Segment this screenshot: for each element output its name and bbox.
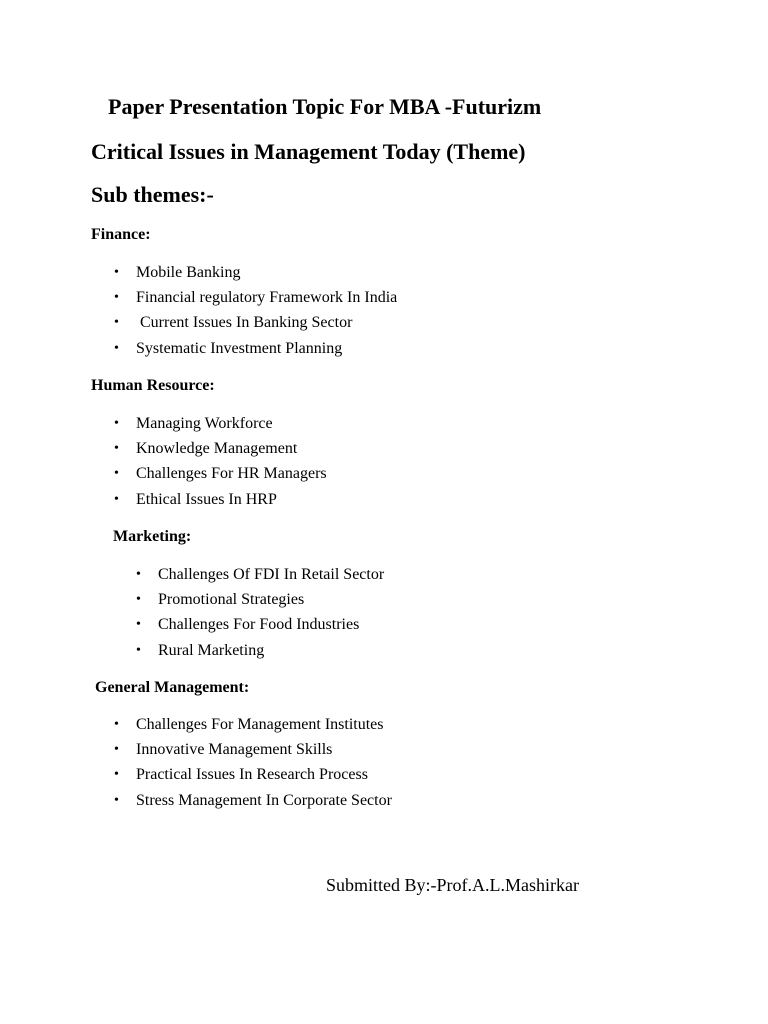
list-item-text: Systematic Investment Planning — [136, 339, 343, 357]
list-item — [114, 788, 392, 813]
list-item-text: Mobile Banking — [136, 264, 241, 281]
bullet-icon: • — [114, 717, 119, 732]
list-item — [114, 762, 392, 787]
list-item — [114, 336, 397, 361]
signature-line: Submitted By:-Prof.A.L.Mashirkar — [326, 875, 579, 895]
section-heading-finance: Finance: — [91, 226, 151, 243]
bullet-icon: • — [136, 642, 141, 658]
list-item — [114, 436, 327, 461]
list-item — [136, 587, 384, 612]
list-item-text: Managing Workforce — [136, 415, 273, 432]
subthemes-label: Sub themes:- — [91, 182, 214, 207]
list-item-text: Challenges Of FDI In Retail Sector — [158, 566, 385, 583]
list-item — [114, 737, 392, 762]
list-item — [114, 487, 327, 512]
section-heading-human-resource: Human Resource: — [91, 377, 215, 394]
list-item — [136, 562, 385, 587]
bullet-icon: • — [114, 792, 119, 808]
bullet-icon: • — [136, 592, 141, 608]
bullet-icon: • — [114, 767, 119, 783]
document-title: Paper Presentation Topic For MBA -Futurizm — [108, 94, 542, 119]
list-item-text: Rural Marketing — [158, 641, 265, 659]
bullet-icon: • — [114, 441, 119, 457]
list-item-text: Knowledge Management — [136, 440, 298, 458]
list-item — [114, 260, 397, 285]
marketing-list — [136, 562, 385, 663]
list-item-text: Promotional Strategies — [158, 591, 305, 609]
bullet-icon: • — [114, 466, 119, 482]
list-item — [136, 638, 384, 663]
bullet-icon: • — [114, 265, 119, 280]
list-item — [114, 461, 327, 486]
section-heading-general-management: General Management: — [95, 679, 250, 696]
list-item-text: Challenges For HR Managers — [136, 465, 327, 483]
section-heading-marketing: Marketing: — [113, 528, 192, 545]
list-item-text: Financial regulatory Framework In India — [136, 289, 398, 307]
list-item — [136, 612, 384, 637]
list-item-text: Stress Management In Corporate Sector — [136, 791, 392, 809]
list-item — [114, 310, 397, 335]
list-item-text: Ethical Issues In HRP — [136, 490, 277, 508]
bullet-icon: • — [114, 315, 119, 331]
bullet-icon: • — [114, 742, 119, 758]
bullet-icon: • — [136, 567, 141, 582]
document-theme: Critical Issues in Management Today (Theme) — [91, 139, 526, 164]
list-item-text: Challenges For Management Institutes — [136, 716, 384, 733]
bullet-icon: • — [114, 290, 119, 306]
bullet-icon: • — [136, 617, 141, 633]
list-item-text: Current Issues In Banking Sector — [136, 314, 353, 332]
bullet-icon: • — [114, 491, 119, 507]
list-item — [114, 411, 327, 436]
finance-list — [114, 260, 398, 361]
list-item — [114, 712, 392, 737]
list-item-text: Challenges For Food Industries — [158, 616, 360, 634]
bullet-icon: • — [114, 416, 119, 431]
list-item-text: Practical Issues In Research Process — [136, 766, 368, 784]
bullet-icon: • — [114, 340, 119, 356]
list-item-text: Innovative Management Skills — [136, 741, 333, 759]
general-management-list — [114, 712, 392, 813]
list-item — [114, 285, 398, 310]
human-resource-list — [114, 411, 327, 512]
